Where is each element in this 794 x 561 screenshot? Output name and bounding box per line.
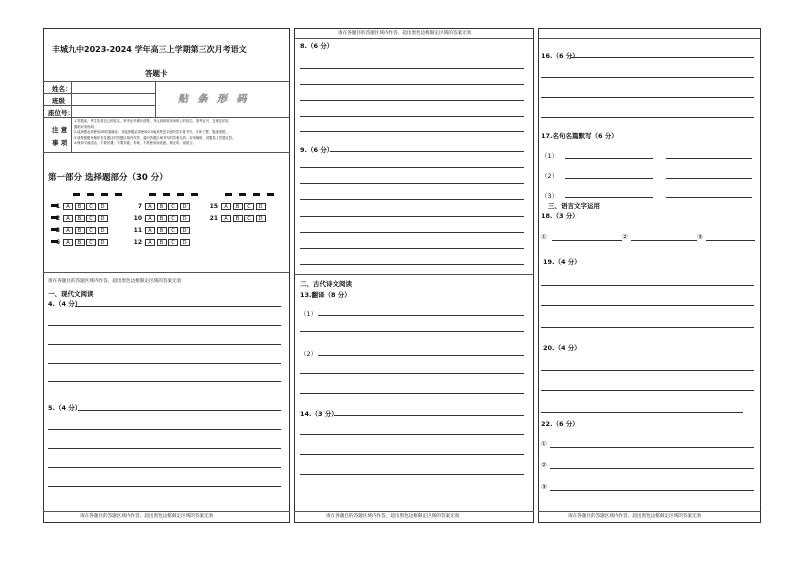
seat-field[interactable] <box>72 106 154 117</box>
question-20-label: 20.（4 分） <box>543 344 581 352</box>
question-18-answer[interactable] <box>552 230 755 242</box>
class-field[interactable] <box>72 94 154 105</box>
section-classical-reading: 二、古代诗文阅读 <box>300 280 352 288</box>
question-22-label: 22.（6 分） <box>541 420 579 428</box>
option-a[interactable]: A <box>145 239 155 246</box>
question-17-2-label: （2） <box>541 172 559 180</box>
question-17-label: 17.名句名篇默写（6 分） <box>541 132 618 140</box>
option-b[interactable]: B <box>157 215 167 222</box>
footer-warning-middle: 请在各题目的答题区域内作答，超出黑色边框限定区域的答案无效 <box>326 514 460 519</box>
seat-label: 座位号： <box>48 109 74 117</box>
barcode-area <box>160 84 285 114</box>
option-a[interactable]: A <box>63 227 73 234</box>
question-14-label: 14.（3 分） <box>300 410 338 418</box>
option-a[interactable]: A <box>63 215 73 222</box>
option-a[interactable]: A <box>145 203 155 210</box>
barcode-label: 贴 条 形 码 <box>178 94 250 105</box>
class-label: 班级 <box>52 97 65 105</box>
notice-label-2: 事 项 <box>52 139 68 147</box>
option-c[interactable]: C <box>168 239 178 246</box>
option-d[interactable]: D <box>180 215 190 222</box>
question-8-label: 8.（6 分） <box>300 42 334 50</box>
question-22-item-3: ③ <box>541 483 547 491</box>
option-d[interactable]: D <box>180 239 190 246</box>
notice-label-1: 注 意 <box>52 126 68 134</box>
option-b[interactable]: B <box>157 203 167 210</box>
question-4-label: 4.（4 分） <box>48 300 82 308</box>
option-a[interactable]: A <box>63 239 73 246</box>
option-b[interactable]: B <box>75 239 85 246</box>
sheet-title: 丰城九中2023-2024 学年高三上学期第三次月考语文 <box>52 45 247 54</box>
option-d[interactable]: D <box>98 227 108 234</box>
question-14-answer[interactable] <box>300 408 524 476</box>
option-c[interactable]: C <box>168 215 178 222</box>
question-5-answer[interactable] <box>48 402 281 490</box>
question-22-item-1: ① <box>541 440 547 448</box>
choice-row: 21 A B C D <box>202 214 267 223</box>
question-4-answer[interactable] <box>48 298 281 384</box>
question-16-answer[interactable] <box>541 50 754 120</box>
option-b[interactable]: B <box>233 203 243 210</box>
question-13-1-label: （1） <box>300 310 318 318</box>
question-17-answer[interactable] <box>565 148 752 200</box>
option-d[interactable]: D <box>180 227 190 234</box>
option-a[interactable]: A <box>145 227 155 234</box>
question-16-label: 16.（6 分） <box>541 52 579 60</box>
name-label: 姓名： <box>52 85 72 93</box>
option-d[interactable]: D <box>180 203 190 210</box>
option-b[interactable]: B <box>157 239 167 246</box>
question-13-2-label: （2） <box>300 350 318 358</box>
notice-text: 1.答题前，考生先将自己的姓名、准考证号填写清楚，并认真核准条形码上的姓名、准考证号，在规定的位 置贴好条形码。 2.选择题必须使用2B铅笔填涂；非选择题必须使用0.5毫米黑色字迹的签字笔书写，字体工整、笔迹清楚。 3.请按照题号顺序在各题目的答题区域内作答，超出答题区域书写的答案无效；在草稿纸、试题卷上答题无效。 4.保持卡面清洁，不要折叠、不要弄破、弄皱，不准使用涂改液、修正带、刮纸刀。 <box>74 119 236 146</box>
question-9-label: 9.（6 分） <box>300 146 334 154</box>
option-d[interactable]: D <box>256 215 266 222</box>
header-warning-middle: 请在各题目的答题区域内作答，超出黑色边框限定区域的答案无效 <box>338 31 472 36</box>
choice-row: 11 A B C D <box>126 226 191 235</box>
option-b[interactable]: B <box>157 227 167 234</box>
option-b[interactable]: B <box>75 215 85 222</box>
question-9-answer[interactable] <box>300 144 524 268</box>
question-17-1-label: （1） <box>541 152 559 160</box>
question-13-1-answer[interactable] <box>318 306 524 334</box>
option-d[interactable]: D <box>256 203 266 210</box>
option-b[interactable]: B <box>75 203 85 210</box>
question-19-label: 19.（4 分） <box>543 258 581 266</box>
footer-warning-right: 请在各题目的答题区域内作答，超出黑色边框限定区域的答案无效 <box>568 514 702 519</box>
option-c[interactable]: C <box>244 203 254 210</box>
question-22-answer[interactable] <box>550 437 754 493</box>
option-c[interactable]: C <box>168 227 178 234</box>
choice-row: 12 A B C D <box>126 238 191 247</box>
choice-row: 7 A B C D <box>126 202 191 211</box>
part1-title: 第一部分 选择题部分（30 分） <box>48 173 168 183</box>
choice-row: 2 A B C D <box>44 214 109 223</box>
question-13-label: 13.翻译（8 分） <box>300 291 351 299</box>
option-c[interactable]: C <box>86 203 96 210</box>
footer-warning-left: 请在各题目的答题区域内作答，超出黑色边框限定区域的答案无效 <box>80 514 214 519</box>
question-22-item-2: ② <box>541 461 547 469</box>
section-language-use: 三、语言文字运用 <box>548 202 600 210</box>
question-18-blank-2: ② <box>622 233 628 241</box>
question-18-blank-1: ① <box>541 233 547 241</box>
option-c[interactable]: C <box>168 203 178 210</box>
option-a[interactable]: A <box>221 203 231 210</box>
question-8-answer[interactable] <box>300 50 524 134</box>
choice-row: 10 A B C D <box>126 214 191 223</box>
question-17-3-label: （3） <box>541 192 559 200</box>
option-d[interactable]: D <box>98 203 108 210</box>
question-18-label: 18.（3 分） <box>541 212 579 220</box>
option-c[interactable]: C <box>244 215 254 222</box>
question-18-blank-3: ③ <box>697 233 703 241</box>
option-a[interactable]: A <box>221 215 231 222</box>
option-a[interactable]: A <box>63 203 73 210</box>
option-c[interactable]: C <box>86 239 96 246</box>
option-d[interactable]: D <box>98 215 108 222</box>
question-20-answer[interactable] <box>541 355 754 415</box>
section-modern-reading: 一、现代文阅读 <box>48 290 94 298</box>
option-c[interactable]: C <box>86 227 96 234</box>
question-13-2-answer[interactable] <box>318 346 524 396</box>
option-c[interactable]: C <box>86 215 96 222</box>
choice-row: 6 A B C D <box>44 238 109 247</box>
sheet-subtitle: 答题卡 <box>145 69 168 78</box>
question-5-label: 5.（4 分） <box>48 404 82 412</box>
question-19-answer[interactable] <box>541 268 754 330</box>
choice-row: 15 A B C D <box>202 202 267 211</box>
option-b[interactable]: B <box>75 227 85 234</box>
choice-row: 3 A B C D <box>44 226 109 235</box>
option-b[interactable]: B <box>233 215 243 222</box>
option-a[interactable]: A <box>145 215 155 222</box>
choice-row: 1 A B C D <box>44 202 109 211</box>
name-field[interactable] <box>72 82 154 93</box>
answer-area-warning: 请在各题目的答题区域内作答，超出黑色边框限定区域的答案无效 <box>48 279 182 284</box>
option-d[interactable]: D <box>98 239 108 246</box>
